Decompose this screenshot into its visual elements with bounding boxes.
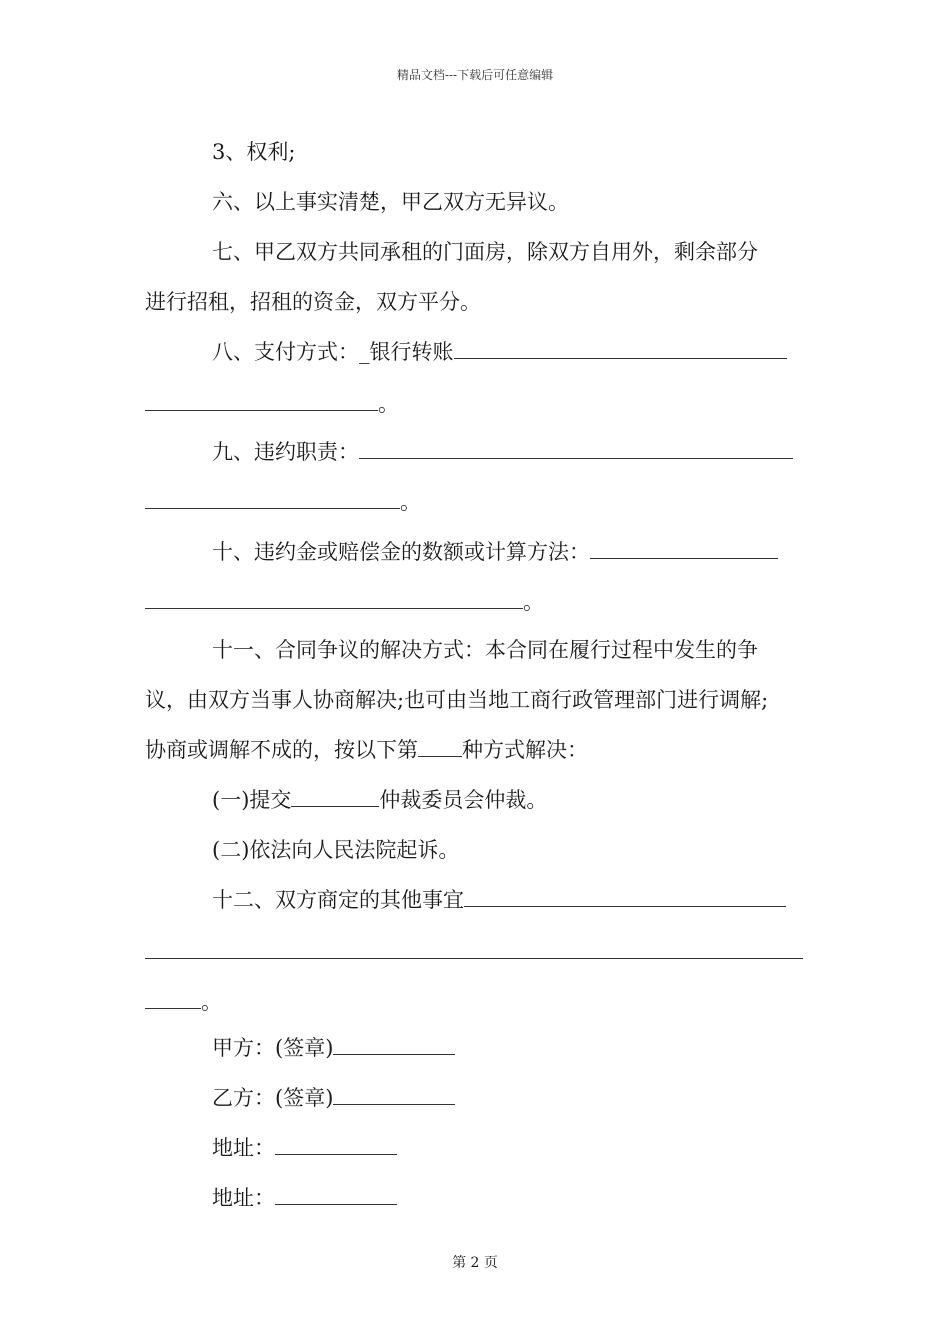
- clause-twelve: 十二、双方商定的其他事宜: [212, 886, 786, 914]
- clause-eight-cont: 。: [145, 390, 399, 418]
- party-a-signature: 甲方：(签章): [212, 1034, 455, 1062]
- party-b-signature: 乙方：(签章): [212, 1084, 455, 1112]
- blank-line: [145, 588, 523, 609]
- blank-line: [145, 938, 803, 959]
- blank-line: [275, 1134, 397, 1155]
- blank-line: [145, 488, 400, 509]
- blank-line: [145, 988, 201, 1009]
- clause-six: 六、以上事实清楚，甲乙双方无异议。: [212, 190, 569, 214]
- option-two: (二)依法向人民法院起诉。: [212, 838, 460, 862]
- clause-nine-cont: 。: [145, 488, 421, 516]
- blank-line: [333, 1034, 455, 1055]
- address-a: 地址：: [212, 1134, 397, 1162]
- clause-eight: 八、支付方式：_银行转账: [212, 338, 787, 366]
- clause-rights: 3、权利;: [212, 140, 296, 164]
- clause-eleven-cont1: 议，由双方当事人协商解决;也可由当地工商行政管理部门进行调解;: [145, 688, 769, 712]
- clause-eleven-cont2: 协商或调解不成的，按以下第 种方式解决：: [145, 738, 588, 762]
- clause-twelve-cont1: [145, 938, 803, 966]
- clause-eleven: 十一、合同争议的解决方式：本合同在履行过程中发生的争: [212, 638, 758, 662]
- address-b: 地址：: [212, 1184, 397, 1212]
- page-header: 精品文档---下载后可任意编辑: [396, 68, 554, 82]
- blank-line: [291, 786, 379, 807]
- blank-line: [454, 338, 787, 359]
- clause-ten-cont: 。: [145, 588, 544, 616]
- clause-twelve-cont2: 。: [145, 988, 222, 1016]
- blank-line: [333, 1084, 455, 1105]
- page-number: 第 2 页: [452, 1255, 498, 1271]
- blank-line: [359, 438, 793, 459]
- clause-nine: 九、违约职责：: [212, 438, 793, 466]
- blank-line: [590, 538, 778, 559]
- blank-line: [418, 736, 462, 757]
- blank-line: [464, 886, 786, 907]
- clause-ten: 十、违约金或赔偿金的数额或计算方法：: [212, 538, 778, 566]
- option-one: (一)提交 仲裁委员会仲裁。: [212, 788, 548, 812]
- blank-line: [145, 390, 378, 411]
- clause-seven: 七、甲乙双方共同承租的门面房，除双方自用外，剩余部分: [212, 240, 758, 264]
- clause-seven-cont: 进行招租，招租的资金，双方平分。: [145, 290, 481, 314]
- blank-line: [275, 1184, 397, 1205]
